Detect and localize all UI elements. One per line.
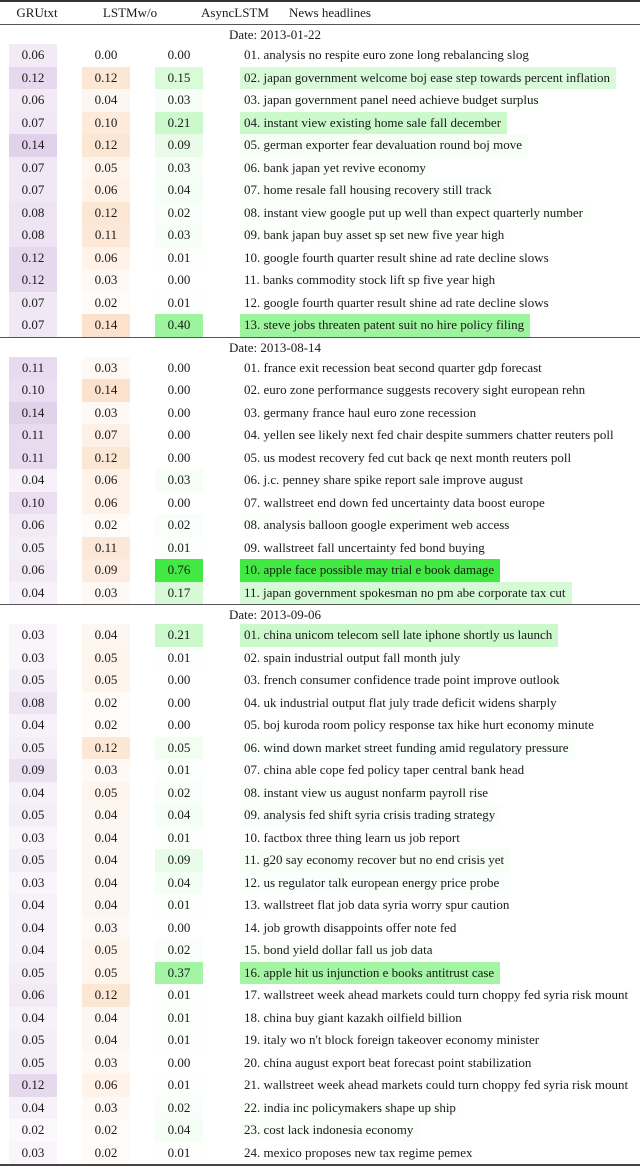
gru-weight-cell: 0.12 xyxy=(9,1074,57,1097)
lstm-weight-cell: 0.00 xyxy=(94,47,118,63)
table-row xyxy=(0,292,640,315)
gru-weight-cell: 0.05 xyxy=(9,669,57,692)
lstm-weight-cell: 0.04 xyxy=(82,1029,130,1052)
headline-cell: 08. instant view us august nonfarm payroll rise xyxy=(244,784,489,800)
gru-weight-cell: 0.10 xyxy=(9,379,57,402)
async-weight-cell: 0.03 xyxy=(155,469,203,492)
lstm-weight-cell: 0.12 xyxy=(82,984,130,1007)
lstm-weight-cell: 0.11 xyxy=(82,537,130,560)
table-row xyxy=(0,962,640,985)
table-row xyxy=(0,1052,640,1075)
gru-weight-cell: 0.04 xyxy=(9,469,57,492)
lstm-weight-cell: 0.03 xyxy=(82,269,130,292)
headline-cell: 23. cost lack indonesia economy xyxy=(244,1122,414,1138)
table-row xyxy=(0,582,640,605)
headline-cell: 01. france exit recession beat second quarter gdp forecast xyxy=(244,359,542,375)
gru-weight-cell: 0.14 xyxy=(9,134,57,157)
gru-weight-cell: 0.07 xyxy=(9,157,57,180)
lstm-weight-cell: 0.05 xyxy=(82,939,130,962)
headline-cell: 05. german exporter fear devaluation round boj move xyxy=(240,134,528,157)
lstm-weight-cell: 0.02 xyxy=(82,514,130,537)
headline-cell: 16. apple hit us injunction e books antitrust case xyxy=(240,962,500,985)
lstm-weight-cell: 0.04 xyxy=(82,894,130,917)
headline-cell: 11. banks commodity stock lift sp five year high xyxy=(244,272,496,288)
gru-weight-cell: 0.05 xyxy=(9,849,57,872)
lstm-weight-cell: 0.03 xyxy=(82,357,130,380)
table-row xyxy=(0,224,640,247)
table-row xyxy=(0,67,640,90)
async-weight-cell: 0.00 xyxy=(167,1054,191,1070)
lstm-weight-cell: 0.04 xyxy=(82,624,130,647)
headline-cell: 02. japan government welcome boj ease step towards percent inflation xyxy=(240,67,616,90)
table-row xyxy=(0,692,640,715)
gru-weight-cell: 0.05 xyxy=(9,1029,57,1052)
table-row xyxy=(0,537,640,560)
async-weight-cell: 0.01 xyxy=(167,762,191,778)
gru-weight-cell: 0.02 xyxy=(9,1119,57,1142)
table-row xyxy=(0,424,640,447)
async-weight-cell: 0.01 xyxy=(167,1077,191,1093)
lstm-weight-cell: 0.04 xyxy=(82,827,130,850)
table-body xyxy=(0,25,640,1166)
async-weight-cell: 0.04 xyxy=(155,179,203,202)
lstm-weight-cell: 0.14 xyxy=(82,379,130,402)
async-weight-cell: 0.01 xyxy=(167,539,191,555)
gru-weight-cell: 0.07 xyxy=(9,292,57,315)
async-weight-cell: 0.37 xyxy=(155,962,203,985)
section-date: Date: 2013-01-22 xyxy=(229,27,322,42)
table-row xyxy=(0,402,640,425)
gru-weight-cell: 0.08 xyxy=(9,202,57,225)
headline-cell: 20. china august export beat forecast point stabilization xyxy=(244,1054,532,1070)
gru-weight-cell: 0.11 xyxy=(9,357,57,380)
table-row xyxy=(0,179,640,202)
table-row xyxy=(0,112,640,135)
headline-cell: 11. japan government spokesman no pm abe corporate tax cut xyxy=(240,582,572,605)
gru-weight-cell: 0.03 xyxy=(9,827,57,850)
table-row xyxy=(0,872,640,895)
async-weight-cell: 0.04 xyxy=(155,1119,203,1142)
async-weight-cell: 0.01 xyxy=(167,987,191,1003)
headline-cell: 22. india inc policymakers shape up ship xyxy=(244,1099,456,1115)
async-weight-cell: 0.00 xyxy=(167,672,191,688)
header-grutxt: GRUtxt xyxy=(16,5,58,20)
async-weight-cell: 0.09 xyxy=(155,134,203,157)
table-row xyxy=(0,357,640,380)
lstm-weight-cell: 0.02 xyxy=(82,292,130,315)
async-weight-cell: 0.02 xyxy=(155,782,203,805)
lstm-weight-cell: 0.03 xyxy=(82,582,130,605)
headline-cell: 10. factbox three thing learn us job report xyxy=(244,829,460,845)
async-weight-cell: 0.04 xyxy=(155,804,203,827)
table-row xyxy=(0,669,640,692)
gru-weight-cell: 0.08 xyxy=(9,224,57,247)
gru-weight-cell: 0.05 xyxy=(9,962,57,985)
table-row xyxy=(0,247,640,270)
table-row xyxy=(0,714,640,737)
table-row xyxy=(0,269,640,292)
lstm-weight-cell: 0.09 xyxy=(82,559,130,582)
async-weight-cell: 0.17 xyxy=(155,582,203,605)
lstm-weight-cell: 0.11 xyxy=(82,224,130,247)
table-row xyxy=(0,469,640,492)
gru-weight-cell: 0.07 xyxy=(9,112,57,135)
async-weight-cell: 0.00 xyxy=(167,404,191,420)
headline-cell: 21. wallstreet week ahead markets could turn choppy fed syria risk mount xyxy=(244,1077,629,1093)
lstm-weight-cell: 0.02 xyxy=(82,1142,130,1165)
headline-cell: 07. china able cope fed policy taper central bank head xyxy=(244,762,525,778)
headline-cell: 02. euro zone performance suggests recovery sight european rehn xyxy=(244,382,586,398)
async-weight-cell: 0.01 xyxy=(167,1009,191,1025)
gru-weight-cell: 0.11 xyxy=(9,424,57,447)
table-row xyxy=(0,849,640,872)
headline-cell: 04. yellen see likely next fed chair despite summers chatter reuters poll xyxy=(244,427,614,443)
async-weight-cell: 0.01 xyxy=(167,897,191,913)
lstm-weight-cell: 0.06 xyxy=(82,247,130,270)
table-row xyxy=(0,157,640,180)
gru-weight-cell: 0.04 xyxy=(9,894,57,917)
headline-cell: 05. us modest recovery fed cut back qe next month reuters poll xyxy=(244,449,572,465)
headline-cell: 07. home resale fall housing recovery still track xyxy=(244,182,492,198)
headline-cell: 03. japan government panel need achieve budget surplus xyxy=(244,92,539,108)
table-header xyxy=(0,2,640,25)
async-weight-cell: 0.00 xyxy=(167,694,191,710)
lstm-weight-cell: 0.03 xyxy=(82,1097,130,1120)
header-news-headlines: News headlines xyxy=(289,5,371,20)
table-row xyxy=(0,514,640,537)
headline-cell: 14. job growth disappoints offer note fed xyxy=(244,919,457,935)
async-weight-cell: 0.21 xyxy=(155,624,203,647)
lstm-weight-cell: 0.05 xyxy=(82,647,130,670)
table-row xyxy=(0,492,640,515)
async-weight-cell: 0.01 xyxy=(167,829,191,845)
table-row xyxy=(0,1007,640,1030)
headline-cell: 01. analysis no respite euro zone long rebalancing slog xyxy=(244,47,529,63)
header-lstmwo: LSTMw/o xyxy=(102,5,158,20)
async-weight-cell: 0.00 xyxy=(167,272,191,288)
async-weight-cell: 0.04 xyxy=(155,872,203,895)
gru-weight-cell: 0.09 xyxy=(9,759,57,782)
gru-weight-cell: 0.04 xyxy=(9,1007,57,1030)
headline-cell: 18. china buy giant kazakh oilfield billion xyxy=(244,1009,462,1025)
gru-weight-cell: 0.04 xyxy=(9,1097,57,1120)
lstm-weight-cell: 0.04 xyxy=(82,849,130,872)
lstm-weight-cell: 0.02 xyxy=(82,1119,130,1142)
async-weight-cell: 0.00 xyxy=(167,427,191,443)
gru-weight-cell: 0.04 xyxy=(9,939,57,962)
gru-weight-cell: 0.05 xyxy=(9,1052,57,1075)
lstm-weight-cell: 0.04 xyxy=(82,872,130,895)
table-row xyxy=(0,314,640,337)
headline-cell: 12. us regulator talk european energy price probe xyxy=(244,874,500,890)
gru-weight-cell: 0.07 xyxy=(9,314,57,337)
headline-cell: 04. instant view existing home sale fall december xyxy=(240,112,507,135)
lstm-weight-cell: 0.06 xyxy=(82,179,130,202)
headline-cell: 10. google fourth quarter result shine ad rate decline slows xyxy=(244,249,549,265)
table-row xyxy=(0,1097,640,1120)
table-row xyxy=(0,1119,640,1142)
headline-cell: 03. french consumer confidence trade point improve outlook xyxy=(244,672,560,688)
lstm-weight-cell: 0.05 xyxy=(82,157,130,180)
table-row xyxy=(0,737,640,760)
table-row xyxy=(0,759,640,782)
lstm-weight-cell: 0.03 xyxy=(82,1052,130,1075)
lstm-weight-cell: 0.02 xyxy=(82,692,130,715)
async-weight-cell: 0.21 xyxy=(155,112,203,135)
lstm-weight-cell: 0.04 xyxy=(82,1007,130,1030)
table-row xyxy=(0,1074,640,1097)
lstm-weight-cell: 0.12 xyxy=(82,67,130,90)
async-weight-cell: 0.02 xyxy=(155,202,203,225)
lstm-weight-cell: 0.12 xyxy=(82,134,130,157)
async-weight-cell: 0.01 xyxy=(167,1032,191,1048)
gru-weight-cell: 0.03 xyxy=(9,1142,57,1165)
headline-cell: 06. bank japan yet revive economy xyxy=(244,159,426,175)
headline-cell: 04. uk industrial output flat july trade deficit widens sharply xyxy=(244,694,557,710)
table-row xyxy=(0,804,640,827)
headline-cell: 12. google fourth quarter result shine ad rate decline slows xyxy=(244,294,549,310)
lstm-weight-cell: 0.14 xyxy=(82,314,130,337)
lstm-weight-cell: 0.03 xyxy=(82,917,130,940)
lstm-weight-cell: 0.06 xyxy=(82,1074,130,1097)
async-weight-cell: 0.00 xyxy=(167,494,191,510)
gru-weight-cell: 0.05 xyxy=(9,737,57,760)
async-weight-cell: 0.00 xyxy=(167,359,191,375)
headline-cell: 02. spain industrial output fall month july xyxy=(244,649,461,665)
async-weight-cell: 0.03 xyxy=(155,224,203,247)
table-row xyxy=(0,379,640,402)
lstm-weight-cell: 0.06 xyxy=(82,469,130,492)
gru-weight-cell: 0.04 xyxy=(9,917,57,940)
async-weight-cell: 0.02 xyxy=(155,1097,203,1120)
section-divider xyxy=(0,1164,640,1166)
lstm-weight-cell: 0.02 xyxy=(82,714,130,737)
gru-weight-cell: 0.12 xyxy=(9,269,57,292)
header-asynclstm: AsyncLSTM xyxy=(201,5,269,20)
headline-cell: 11. g20 say economy recover but no end crisis yet xyxy=(240,849,510,872)
lstm-weight-cell: 0.07 xyxy=(82,424,130,447)
gru-weight-cell: 0.08 xyxy=(9,692,57,715)
async-weight-cell: 0.40 xyxy=(155,314,203,337)
gru-weight-cell: 0.03 xyxy=(9,624,57,647)
lstm-weight-cell: 0.04 xyxy=(82,804,130,827)
gru-weight-cell: 0.06 xyxy=(9,89,57,112)
gru-weight-cell: 0.12 xyxy=(9,247,57,270)
headline-cell: 09. wallstreet fall uncertainty fed bond buying xyxy=(244,539,485,555)
lstm-weight-cell: 0.03 xyxy=(82,402,130,425)
table-row xyxy=(0,939,640,962)
table-row xyxy=(0,827,640,850)
headline-cell: 13. steve jobs threaten patent suit no hire policy filing xyxy=(240,314,530,337)
headline-cell: 19. italy wo n't block foreign takeover economy minister xyxy=(244,1032,540,1048)
async-weight-cell: 0.00 xyxy=(167,449,191,465)
async-weight-cell: 0.02 xyxy=(155,514,203,537)
async-weight-cell: 0.03 xyxy=(155,157,203,180)
headline-cell: 13. wallstreet flat job data syria worry spur caution xyxy=(244,897,510,913)
gru-weight-cell: 0.11 xyxy=(9,447,57,470)
table-row xyxy=(0,782,640,805)
table-row xyxy=(0,1029,640,1052)
gru-weight-cell: 0.06 xyxy=(9,559,57,582)
lstm-weight-cell: 0.06 xyxy=(82,492,130,515)
lstm-weight-cell: 0.04 xyxy=(82,89,130,112)
async-weight-cell: 0.05 xyxy=(155,737,203,760)
headline-cell: 07. wallstreet end down fed uncertainty data boost europe xyxy=(244,494,545,510)
table-row xyxy=(0,89,640,112)
table-row xyxy=(0,984,640,1007)
lstm-weight-cell: 0.05 xyxy=(82,962,130,985)
async-weight-cell: 0.76 xyxy=(155,559,203,582)
async-weight-cell: 0.09 xyxy=(155,849,203,872)
table-row xyxy=(0,134,640,157)
headline-cell: 08. analysis balloon google experiment web access xyxy=(244,517,510,533)
headline-cell: 09. analysis fed shift syria crisis trading strategy xyxy=(244,807,496,823)
gru-weight-cell: 0.12 xyxy=(9,67,57,90)
table-row xyxy=(0,624,640,647)
headline-cell: 03. germany france haul euro zone recession xyxy=(244,404,477,420)
headline-cell: 17. wallstreet week ahead markets could turn choppy fed syria risk mount xyxy=(244,987,629,1003)
gru-weight-cell: 0.06 xyxy=(9,514,57,537)
async-weight-cell: 0.01 xyxy=(167,294,191,310)
gru-weight-cell: 0.06 xyxy=(9,984,57,1007)
section-date: Date: 2013-08-14 xyxy=(229,339,322,355)
lstm-weight-cell: 0.12 xyxy=(82,447,130,470)
table-row xyxy=(0,202,640,225)
table-row xyxy=(0,559,640,582)
gru-weight-cell: 0.05 xyxy=(9,804,57,827)
async-weight-cell: 0.03 xyxy=(155,89,203,112)
async-weight-cell: 0.15 xyxy=(155,67,203,90)
gru-weight-cell: 0.04 xyxy=(9,714,57,737)
lstm-weight-cell: 0.03 xyxy=(82,759,130,782)
headline-cell: 05. boj kuroda room policy response tax hike hurt economy minute xyxy=(244,717,594,733)
table-row xyxy=(0,894,640,917)
gru-weight-cell: 0.06 xyxy=(9,44,57,67)
lstm-weight-cell: 0.12 xyxy=(82,737,130,760)
lstm-weight-cell: 0.05 xyxy=(82,669,130,692)
headline-cell: 24. mexico proposes new tax regime pemex xyxy=(244,1144,473,1160)
headline-cell: 01. china unicom telecom sell late iphone shortly us launch xyxy=(240,624,558,647)
table-row xyxy=(0,1142,640,1165)
headline-cell: 09. bank japan buy asset sp set new five year high xyxy=(244,227,505,243)
table-row xyxy=(0,447,640,470)
headline-cell: 06. j.c. penney share spike report sale improve august xyxy=(244,472,524,488)
gru-weight-cell: 0.05 xyxy=(9,537,57,560)
lstm-weight-cell: 0.05 xyxy=(82,782,130,805)
async-weight-cell: 0.01 xyxy=(167,649,191,665)
async-weight-cell: 0.01 xyxy=(167,249,191,265)
gru-weight-cell: 0.10 xyxy=(9,492,57,515)
lstm-weight-cell: 0.12 xyxy=(82,202,130,225)
gru-weight-cell: 0.14 xyxy=(9,402,57,425)
async-weight-cell: 0.00 xyxy=(167,382,191,398)
table-row xyxy=(0,917,640,940)
async-weight-cell: 0.00 xyxy=(167,47,191,63)
async-weight-cell: 0.02 xyxy=(155,939,203,962)
table-row xyxy=(0,647,640,670)
headline-cell: 10. apple face possible may trial e book damage xyxy=(240,559,500,582)
lstm-weight-cell: 0.10 xyxy=(82,112,130,135)
table-row xyxy=(0,44,640,67)
async-weight-cell: 0.01 xyxy=(167,1144,191,1160)
gru-weight-cell: 0.03 xyxy=(9,647,57,670)
async-weight-cell: 0.00 xyxy=(167,919,191,935)
headline-cell: 08. instant view google put up well than expect quarterly number xyxy=(244,204,583,220)
gru-weight-cell: 0.04 xyxy=(9,782,57,805)
headline-cell: 15. bond yield dollar fall us job data xyxy=(244,942,433,958)
section-date: Date: 2013-09-06 xyxy=(229,607,322,622)
gru-weight-cell: 0.03 xyxy=(9,872,57,895)
async-weight-cell: 0.00 xyxy=(167,717,191,733)
gru-weight-cell: 0.07 xyxy=(9,179,57,202)
gru-weight-cell: 0.04 xyxy=(9,582,57,605)
headline-cell: 06. wind down market street funding amid regulatory pressure xyxy=(240,737,575,760)
